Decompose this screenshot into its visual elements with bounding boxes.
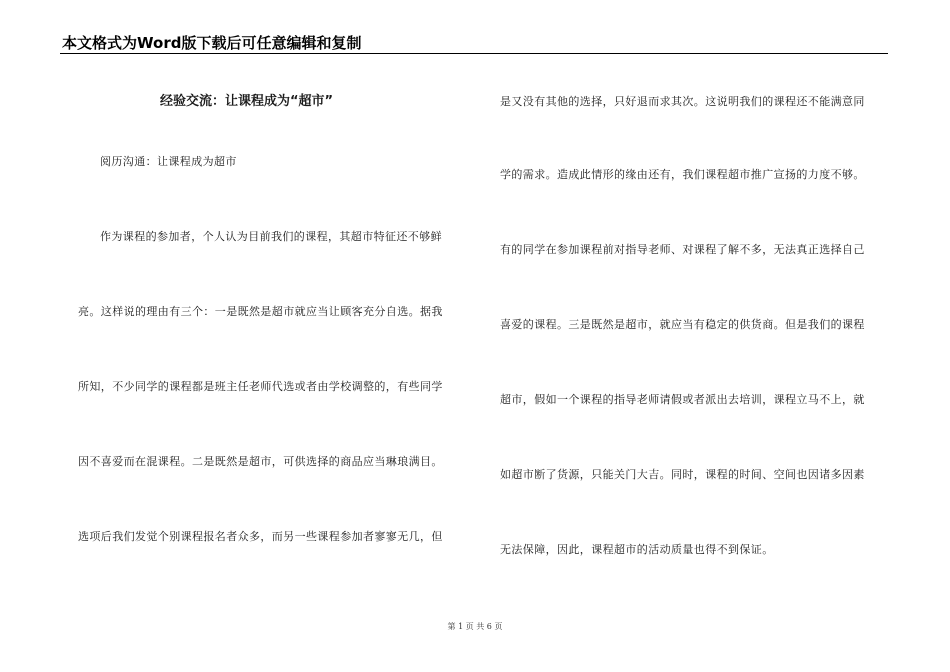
paragraph-line: 无法保障，因此，课程超市的活动质量也得不到保证。 [500, 543, 774, 556]
paragraph-line: 亮。这样说的理由有三个：一是既然是超市就应当让顾客充分自选。据我 [78, 305, 443, 318]
paragraph-line: 因不喜爱而在混课程。二是既然是超市，可供选择的商品应当琳琅满目。 [78, 455, 443, 468]
page-number: 第 1 页 共 6 页 [447, 622, 503, 631]
article-title: 经验交流：让课程成为“超市” [160, 94, 334, 109]
paragraph-line: 选项后我们发觉个别课程报名者众多，而另一些课程参加者寥寥无几，但 [78, 530, 443, 543]
paragraph-line: 学的需求。造成此情形的缘由还有，我们课程超市推广宣扬的力度不够。 [500, 168, 865, 181]
document-header-title: 本文格式为Word版下载后可任意编辑和复制 [62, 34, 362, 52]
paragraph-line: 超市，假如一个课程的指导老师请假或者派出去培训，课程立马不上，就 [500, 393, 865, 406]
subtitle-line: 阅历沟通：让课程成为超市 [100, 155, 237, 168]
paragraph-line: 如超市断了货源，只能关门大吉。同时，课程的时间、空间也因诸多因素 [500, 468, 865, 481]
paragraph-line: 作为课程的参加者，个人认为目前我们的课程，其超市特征还不够鲜 [100, 230, 442, 243]
paragraph-line: 喜爱的课程。三是既然是超市，就应当有稳定的供货商。但是我们的课程 [500, 318, 865, 331]
paragraph-line: 有的同学在参加课程前对指导老师、对课程了解不多，无法真正选择自己 [500, 243, 865, 256]
paragraph-line: 所知，不少同学的课程都是班主任老师代选或者由学校调整的，有些同学 [78, 380, 443, 393]
paragraph-line: 是又没有其他的选择，只好退而求其次。这说明我们的课程还不能满意同 [500, 95, 865, 108]
header-divider [60, 53, 888, 54]
